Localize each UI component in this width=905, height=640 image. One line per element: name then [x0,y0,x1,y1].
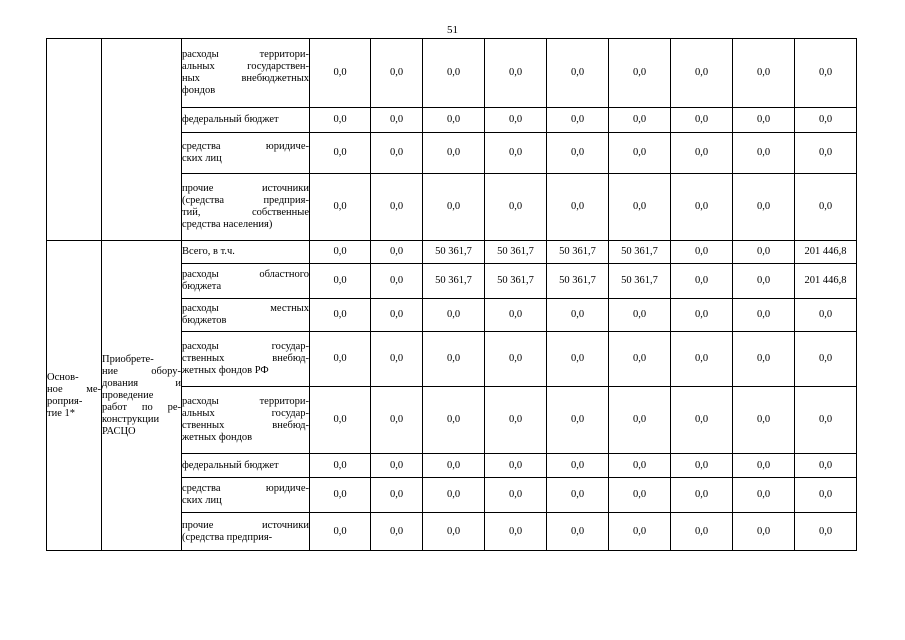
value-cell: 0,0 [609,39,671,108]
value-cell: 0,0 [795,387,857,454]
value-cell: 0,0 [547,39,609,108]
value-cell: 0,0 [547,299,609,332]
value-cell: 50 361,7 [547,264,609,299]
activity-type-cell [47,241,102,551]
funding-source-cell [182,133,310,174]
value-cell: 0,0 [609,387,671,454]
text-line: ских лиц [182,495,222,506]
text-line: расходы местных [182,303,309,314]
value-cell: 0,0 [310,174,371,241]
activity-name-cell [102,241,182,551]
text-line: прочие источники [182,183,309,194]
value-cell: 0,0 [485,39,547,108]
value-cell: 50 361,7 [423,241,485,264]
value-cell: 0,0 [371,478,423,513]
funding-source-cell [182,264,310,299]
funding-source-cell [182,387,310,454]
value-cell: 0,0 [310,133,371,174]
text-line: Основ- [47,371,79,383]
value-cell: 0,0 [423,387,485,454]
table-row [47,39,857,108]
value-cell: 0,0 [609,454,671,478]
value-cell: 0,0 [547,174,609,241]
text-line: проведение [102,389,154,401]
value-cell: 0,0 [371,387,423,454]
value-cell: 0,0 [609,513,671,551]
value-cell: 50 361,7 [609,264,671,299]
value-cell: 0,0 [733,241,795,264]
value-cell: 0,0 [371,241,423,264]
text-line: Приобрете- [102,353,154,365]
text-line: ских лиц [182,153,222,164]
text-line: федеральный бюджет [182,459,279,471]
value-cell: 0,0 [671,174,733,241]
value-cell: 0,0 [371,108,423,133]
value-cell: 0,0 [485,174,547,241]
value-cell: 0,0 [371,454,423,478]
value-cell: 0,0 [671,454,733,478]
value-cell: 0,0 [310,108,371,133]
funding-source-cell [182,241,310,264]
value-cell: 0,0 [795,454,857,478]
value-cell: 0,0 [671,332,733,387]
value-cell: 0,0 [485,478,547,513]
value-cell: 0,0 [795,513,857,551]
value-cell: 0,0 [423,332,485,387]
text-line: прочие источники [182,519,309,531]
text-line: тие 1* [47,407,75,419]
value-cell: 0,0 [547,513,609,551]
text-line: ное ме- [47,383,101,395]
value-cell: 0,0 [671,264,733,299]
text-line: альных государ- [182,408,309,419]
funding-source-cell [182,478,310,513]
value-cell: 0,0 [795,478,857,513]
activity-type-cell [47,39,102,241]
value-cell: 0,0 [371,39,423,108]
value-cell: 0,0 [671,299,733,332]
budget-table [46,38,857,551]
value-cell: 0,0 [310,478,371,513]
value-cell: 0,0 [310,387,371,454]
value-cell: 0,0 [733,332,795,387]
text-line: ственных внебюд- [182,420,309,431]
value-cell: 0,0 [609,174,671,241]
text-line: РАСЦО [102,425,136,437]
value-cell: 0,0 [423,299,485,332]
text-line: ственных внебюд- [182,353,309,364]
value-cell: 0,0 [733,387,795,454]
value-cell: 0,0 [485,133,547,174]
value-cell: 0,0 [423,108,485,133]
value-cell: 0,0 [310,299,371,332]
text-line: федеральный бюджет [182,114,279,125]
value-cell: 0,0 [733,454,795,478]
text-line: средства населения) [182,219,273,230]
value-cell: 0,0 [671,478,733,513]
value-cell: 0,0 [733,133,795,174]
value-cell: 0,0 [609,108,671,133]
value-cell: 50 361,7 [547,241,609,264]
value-cell: 0,0 [671,241,733,264]
value-cell: 0,0 [547,133,609,174]
value-cell: 0,0 [547,332,609,387]
funding-source-cell [182,174,310,241]
value-cell: 0,0 [371,513,423,551]
value-cell: 0,0 [609,332,671,387]
text-line: расходы государ- [182,341,309,352]
value-cell: 50 361,7 [485,241,547,264]
value-cell: 0,0 [485,513,547,551]
value-cell: 0,0 [547,387,609,454]
value-cell: 0,0 [733,39,795,108]
value-cell: 0,0 [547,108,609,133]
value-cell: 201 446,8 [795,264,857,299]
value-cell: 0,0 [733,513,795,551]
value-cell: 0,0 [423,39,485,108]
text-line: роприя- [47,395,83,407]
value-cell: 0,0 [547,454,609,478]
activity-name-cell [102,39,182,241]
text-line: средства юридиче- [182,483,309,494]
text-line: бюджетов [182,315,227,326]
value-cell: 0,0 [733,299,795,332]
value-cell: 0,0 [671,513,733,551]
value-cell: 0,0 [310,332,371,387]
funding-source-cell [182,454,310,478]
value-cell: 0,0 [609,478,671,513]
value-cell: 0,0 [485,332,547,387]
value-cell: 0,0 [423,133,485,174]
page-number: 51 [447,24,458,36]
text-line: жетных фондов РФ [182,365,269,376]
value-cell: 0,0 [485,387,547,454]
value-cell: 0,0 [795,39,857,108]
value-cell: 0,0 [310,513,371,551]
value-cell: 0,0 [371,299,423,332]
value-cell: 0,0 [485,299,547,332]
value-cell: 0,0 [310,241,371,264]
text-line: конструкции [102,413,160,425]
text-line: тий, собственные [182,207,309,218]
value-cell: 0,0 [795,299,857,332]
text-line: Всего, в т.ч. [182,246,235,257]
value-cell: 0,0 [733,174,795,241]
value-cell: 0,0 [547,478,609,513]
value-cell: 0,0 [423,513,485,551]
value-cell: 0,0 [371,264,423,299]
value-cell: 50 361,7 [485,264,547,299]
value-cell: 0,0 [733,264,795,299]
table-row [47,241,857,264]
value-cell: 0,0 [310,264,371,299]
funding-source-cell [182,108,310,133]
value-cell: 0,0 [733,478,795,513]
value-cell: 0,0 [371,332,423,387]
text-line: (средства предприя- [182,531,273,543]
value-cell: 0,0 [423,454,485,478]
text-line: расходы областного [182,269,309,280]
text-line: дования и [102,377,181,389]
value-cell: 0,0 [423,174,485,241]
value-cell: 0,0 [795,133,857,174]
value-cell: 0,0 [310,39,371,108]
value-cell: 0,0 [485,108,547,133]
value-cell: 0,0 [485,454,547,478]
text-line: ние обору- [102,365,181,377]
text-line: средства юридиче- [182,141,309,152]
text-line: жетных фондов [182,432,253,443]
value-cell: 0,0 [671,387,733,454]
funding-source-cell [182,513,310,551]
value-cell: 50 361,7 [423,264,485,299]
text-line: (средства предприя- [182,195,309,206]
value-cell: 0,0 [371,174,423,241]
value-cell: 0,0 [310,454,371,478]
text-line: альных государствен- [182,61,309,72]
text-line: расходы территори- [182,49,309,60]
value-cell: 0,0 [733,108,795,133]
value-cell: 0,0 [371,133,423,174]
value-cell: 0,0 [609,299,671,332]
text-line: фондов [182,85,216,96]
table-body [47,39,857,551]
value-cell: 0,0 [671,133,733,174]
text-line: бюджета [182,281,222,292]
value-cell: 0,0 [609,133,671,174]
value-cell: 0,0 [671,108,733,133]
value-cell: 0,0 [423,478,485,513]
text-line: ных внебюджетных [182,73,309,84]
funding-source-cell [182,39,310,108]
value-cell: 201 446,8 [795,241,857,264]
value-cell: 0,0 [795,174,857,241]
funding-source-cell [182,299,310,332]
text-line: расходы территори- [182,396,309,407]
funding-source-cell [182,332,310,387]
text-line: работ по ре- [102,401,181,413]
value-cell: 50 361,7 [609,241,671,264]
value-cell: 0,0 [795,332,857,387]
value-cell: 0,0 [795,108,857,133]
value-cell: 0,0 [671,39,733,108]
